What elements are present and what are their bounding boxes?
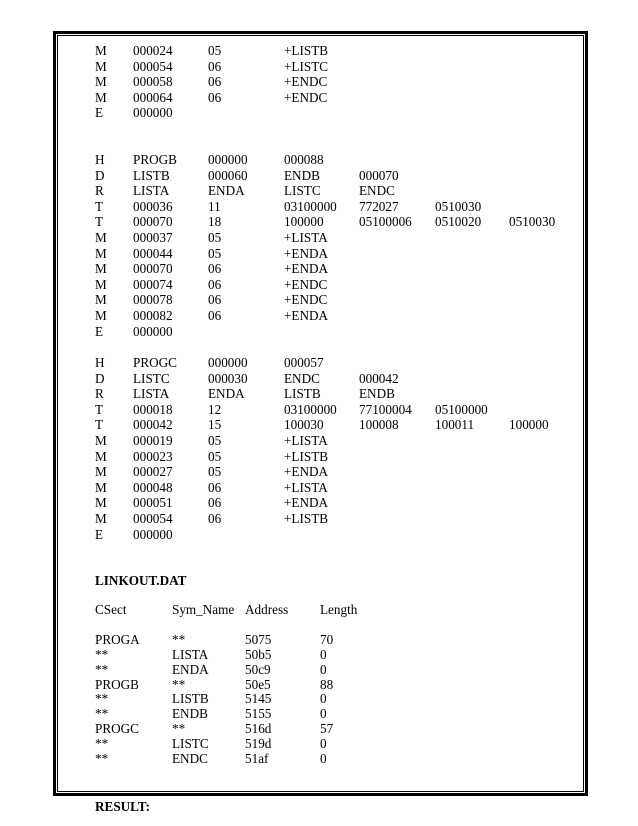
- record-field: 0510020: [435, 214, 482, 230]
- record-field: 77100004: [359, 401, 412, 417]
- record-field: +LISTA: [284, 479, 328, 495]
- linkout-row: [95, 752, 575, 767]
- linkout-cell: **: [95, 661, 109, 677]
- record-field: +ENDA: [284, 307, 329, 323]
- record-field: 000037: [133, 229, 173, 245]
- record-field: 0510030: [509, 214, 556, 230]
- linkout-row: [95, 633, 575, 648]
- linkout-cell: 0: [320, 750, 327, 766]
- record-type: M: [95, 495, 107, 511]
- record-row: [95, 292, 575, 308]
- section-spacer: [95, 589, 575, 602]
- record-row: [95, 308, 575, 324]
- record-row: [95, 59, 575, 75]
- object-records-progb: [95, 152, 575, 339]
- record-field: 000078: [133, 292, 173, 308]
- linkout-cell: **: [95, 706, 109, 722]
- record-field: 03100000: [284, 401, 337, 417]
- record-field: LISTA: [133, 386, 170, 402]
- record-field: +LISTB: [284, 448, 329, 464]
- record-row: [95, 43, 575, 59]
- record-row: [95, 371, 575, 387]
- record-field: 06: [208, 292, 222, 308]
- record-field: 000042: [359, 370, 399, 386]
- record-type: M: [95, 89, 107, 105]
- record-type: M: [95, 307, 107, 323]
- linkout-cell: 0: [320, 706, 327, 722]
- record-field: 000070: [133, 261, 173, 277]
- record-field: LISTC: [284, 183, 321, 199]
- record-type: M: [95, 448, 107, 464]
- linkout-cell: 0: [320, 735, 327, 751]
- record-field: 11: [208, 198, 221, 214]
- record-field: 06: [208, 479, 222, 495]
- linkout-column-header: Length: [320, 602, 358, 618]
- record-type: R: [95, 183, 104, 199]
- linkout-row: [95, 737, 575, 752]
- record-row: [95, 277, 575, 293]
- linkout-cell: PROGA: [95, 632, 140, 648]
- record-field: 000000: [208, 151, 248, 167]
- record-field: 06: [208, 58, 222, 74]
- linkout-column-header: Sym_Name: [172, 602, 235, 618]
- record-field: 000023: [133, 448, 173, 464]
- linkout-row: [95, 648, 575, 663]
- record-row: [95, 495, 575, 511]
- linkout-cell: **: [95, 750, 109, 766]
- record-type: E: [95, 323, 104, 339]
- linkout-cell: **: [172, 676, 186, 692]
- record-field: 06: [208, 89, 222, 105]
- record-type: M: [95, 433, 107, 449]
- section-spacer: [95, 766, 575, 799]
- linkout-cell: 88: [320, 676, 334, 692]
- linkout-table: [95, 633, 575, 766]
- record-row: [95, 355, 575, 371]
- record-row: [95, 261, 575, 277]
- record-field: 000082: [133, 307, 173, 323]
- linkout-cell: 5145: [245, 691, 272, 707]
- record-field: 05: [208, 433, 222, 449]
- record-field: 000057: [284, 355, 324, 371]
- record-row: [95, 90, 575, 106]
- record-row: [95, 433, 575, 449]
- record-type: M: [95, 229, 107, 245]
- record-field: ENDC: [284, 370, 320, 386]
- record-field: 000027: [133, 464, 173, 480]
- linkout-cell: 0: [320, 661, 327, 677]
- record-field: 000058: [133, 74, 173, 90]
- record-row: [95, 527, 575, 543]
- record-type: H: [95, 355, 105, 371]
- record-row: [95, 449, 575, 465]
- linkout-cell: PROGC: [95, 721, 139, 736]
- record-row: [95, 168, 575, 184]
- record-type: E: [95, 526, 104, 542]
- record-field: +LISTB: [284, 43, 329, 58]
- linkout-cell: **: [95, 647, 109, 663]
- record-field: 000018: [133, 401, 173, 417]
- record-type: M: [95, 479, 107, 495]
- record-field: ENDC: [359, 183, 395, 199]
- linkout-cell: ENDC: [172, 750, 208, 766]
- record-row: [95, 246, 575, 262]
- linkout-cell: 0: [320, 691, 327, 707]
- record-field: +ENDC: [284, 89, 328, 105]
- record-field: +LISTA: [284, 229, 328, 245]
- record-field: +LISTA: [284, 433, 328, 449]
- record-field: 000088: [284, 151, 324, 167]
- linkout-cell: 70: [320, 632, 334, 648]
- record-field: 06: [208, 74, 222, 90]
- linkout-cell: **: [95, 691, 109, 707]
- record-type: T: [95, 198, 104, 214]
- record-field: 000000: [133, 323, 173, 339]
- record-field: 06: [208, 261, 222, 277]
- linkout-column-header: CSect: [95, 602, 127, 618]
- record-row: [95, 480, 575, 496]
- record-field: +ENDC: [284, 292, 328, 308]
- record-field: +ENDA: [284, 495, 329, 511]
- record-row: [95, 464, 575, 480]
- linkout-row: [95, 722, 575, 737]
- record-row: [95, 214, 575, 230]
- record-field: 000070: [133, 214, 173, 230]
- linkout-cell: 57: [320, 721, 334, 736]
- record-row: [95, 386, 575, 402]
- record-field: LISTB: [284, 386, 321, 402]
- linkout-cell: 5155: [245, 706, 272, 722]
- record-field: 05: [208, 464, 222, 480]
- record-row: [95, 417, 575, 433]
- record-field: 000070: [359, 167, 399, 183]
- linkout-cell: 51af: [245, 750, 269, 766]
- section-spacer: [95, 618, 575, 633]
- record-row: [95, 230, 575, 246]
- record-row: [95, 324, 575, 340]
- linkout-row: [95, 663, 575, 678]
- record-type: R: [95, 386, 104, 402]
- record-type: M: [95, 245, 107, 261]
- record-field: +LISTB: [284, 511, 329, 527]
- record-field: 000064: [133, 89, 173, 105]
- linkout-row: [95, 707, 575, 722]
- section-spacer: [95, 339, 575, 355]
- record-field: LISTA: [133, 183, 170, 199]
- record-field: 000030: [208, 370, 248, 386]
- section-spacer: [95, 121, 575, 152]
- record-field: PROGC: [133, 355, 177, 371]
- linkout-cell: 5075: [245, 632, 272, 648]
- record-type: M: [95, 58, 107, 74]
- record-type: M: [95, 464, 107, 480]
- result-heading: RESULT:: [95, 799, 150, 815]
- record-field: LISTB: [133, 167, 170, 183]
- section-spacer: [95, 542, 575, 573]
- linkout-cell: **: [95, 735, 109, 751]
- document-content: [95, 43, 575, 815]
- record-type: T: [95, 401, 104, 417]
- record-field: 05100006: [359, 214, 412, 230]
- record-type: M: [95, 74, 107, 90]
- record-field: 000024: [133, 43, 173, 58]
- record-field: 000074: [133, 276, 173, 292]
- record-row: [95, 511, 575, 527]
- record-field: ENDA: [208, 386, 245, 402]
- linkout-cell: 50c9: [245, 661, 271, 677]
- record-type: H: [95, 151, 105, 167]
- record-type: D: [95, 370, 105, 386]
- record-field: 100000: [284, 214, 324, 230]
- record-field: 000036: [133, 198, 173, 214]
- record-field: 18: [208, 214, 222, 230]
- record-field: 05: [208, 245, 222, 261]
- record-field: 772027: [359, 198, 399, 214]
- record-type: T: [95, 417, 104, 433]
- record-row: [95, 402, 575, 418]
- record-field: 000000: [133, 526, 173, 542]
- record-field: 05: [208, 43, 222, 58]
- object-records-progc: [95, 355, 575, 542]
- linkout-header-row: [95, 602, 575, 618]
- linkout-row: [95, 678, 575, 693]
- record-field: +LISTC: [284, 58, 329, 74]
- record-field: 000000: [133, 105, 173, 121]
- record-type: M: [95, 292, 107, 308]
- record-field: 000054: [133, 58, 173, 74]
- record-field: 15: [208, 417, 222, 433]
- linkout-title: LINKOUT.DAT: [95, 573, 187, 589]
- linkout-cell: 519d: [245, 735, 272, 751]
- linkout-cell: LISTC: [172, 735, 209, 751]
- linkout-cell: LISTB: [172, 691, 209, 707]
- linkout-cell: ENDA: [172, 661, 209, 677]
- record-field: 000044: [133, 245, 173, 261]
- record-field: +ENDC: [284, 74, 328, 90]
- record-type: D: [95, 167, 105, 183]
- linkout-cell: 50b5: [245, 647, 272, 663]
- linkout-cell: ENDB: [172, 706, 208, 722]
- record-field: 100000: [509, 417, 549, 433]
- record-field: 000060: [208, 167, 248, 183]
- record-type: M: [95, 511, 107, 527]
- record-field: +ENDA: [284, 245, 329, 261]
- record-field: 05100000: [435, 401, 488, 417]
- linkout-cell: 50e5: [245, 676, 271, 692]
- record-row: [95, 105, 575, 121]
- record-field: LISTC: [133, 370, 170, 386]
- record-field: 12: [208, 401, 222, 417]
- record-field: 03100000: [284, 198, 337, 214]
- record-type: E: [95, 105, 104, 121]
- record-row: [95, 183, 575, 199]
- record-field: 000048: [133, 479, 173, 495]
- linkout-cell: 516d: [245, 721, 272, 736]
- record-field: 100011: [435, 417, 475, 433]
- record-row: [95, 199, 575, 215]
- record-row: [95, 152, 575, 168]
- record-field: 06: [208, 307, 222, 323]
- record-field: 000051: [133, 495, 173, 511]
- linkout-cell: **: [172, 632, 186, 648]
- record-row: [95, 74, 575, 90]
- record-field: 100008: [359, 417, 399, 433]
- record-field: ENDB: [284, 167, 320, 183]
- linkout-cell: 0: [320, 647, 327, 663]
- linkout-cell: LISTA: [172, 647, 209, 663]
- record-field: +ENDA: [284, 261, 329, 277]
- object-records-top: [95, 43, 575, 121]
- record-field: 000042: [133, 417, 173, 433]
- record-field: +ENDA: [284, 464, 329, 480]
- linkout-row: [95, 692, 575, 707]
- record-field: 05: [208, 448, 222, 464]
- record-field: PROGB: [133, 151, 177, 167]
- record-field: ENDA: [208, 183, 245, 199]
- record-type: T: [95, 214, 104, 230]
- record-field: 06: [208, 276, 222, 292]
- record-field: 06: [208, 511, 222, 527]
- record-field: 000054: [133, 511, 173, 527]
- linkout-column-header: Address: [245, 602, 289, 618]
- record-type: M: [95, 276, 107, 292]
- record-field: +ENDC: [284, 276, 328, 292]
- record-type: M: [95, 43, 107, 58]
- linkout-cell: **: [172, 721, 186, 736]
- record-type: M: [95, 261, 107, 277]
- record-field: 06: [208, 495, 222, 511]
- record-field: 000000: [208, 355, 248, 371]
- record-field: 000019: [133, 433, 173, 449]
- record-field: ENDB: [359, 386, 395, 402]
- record-field: 0510030: [435, 198, 482, 214]
- linkout-cell: PROGB: [95, 676, 139, 692]
- record-field: 05: [208, 229, 222, 245]
- record-field: 100030: [284, 417, 324, 433]
